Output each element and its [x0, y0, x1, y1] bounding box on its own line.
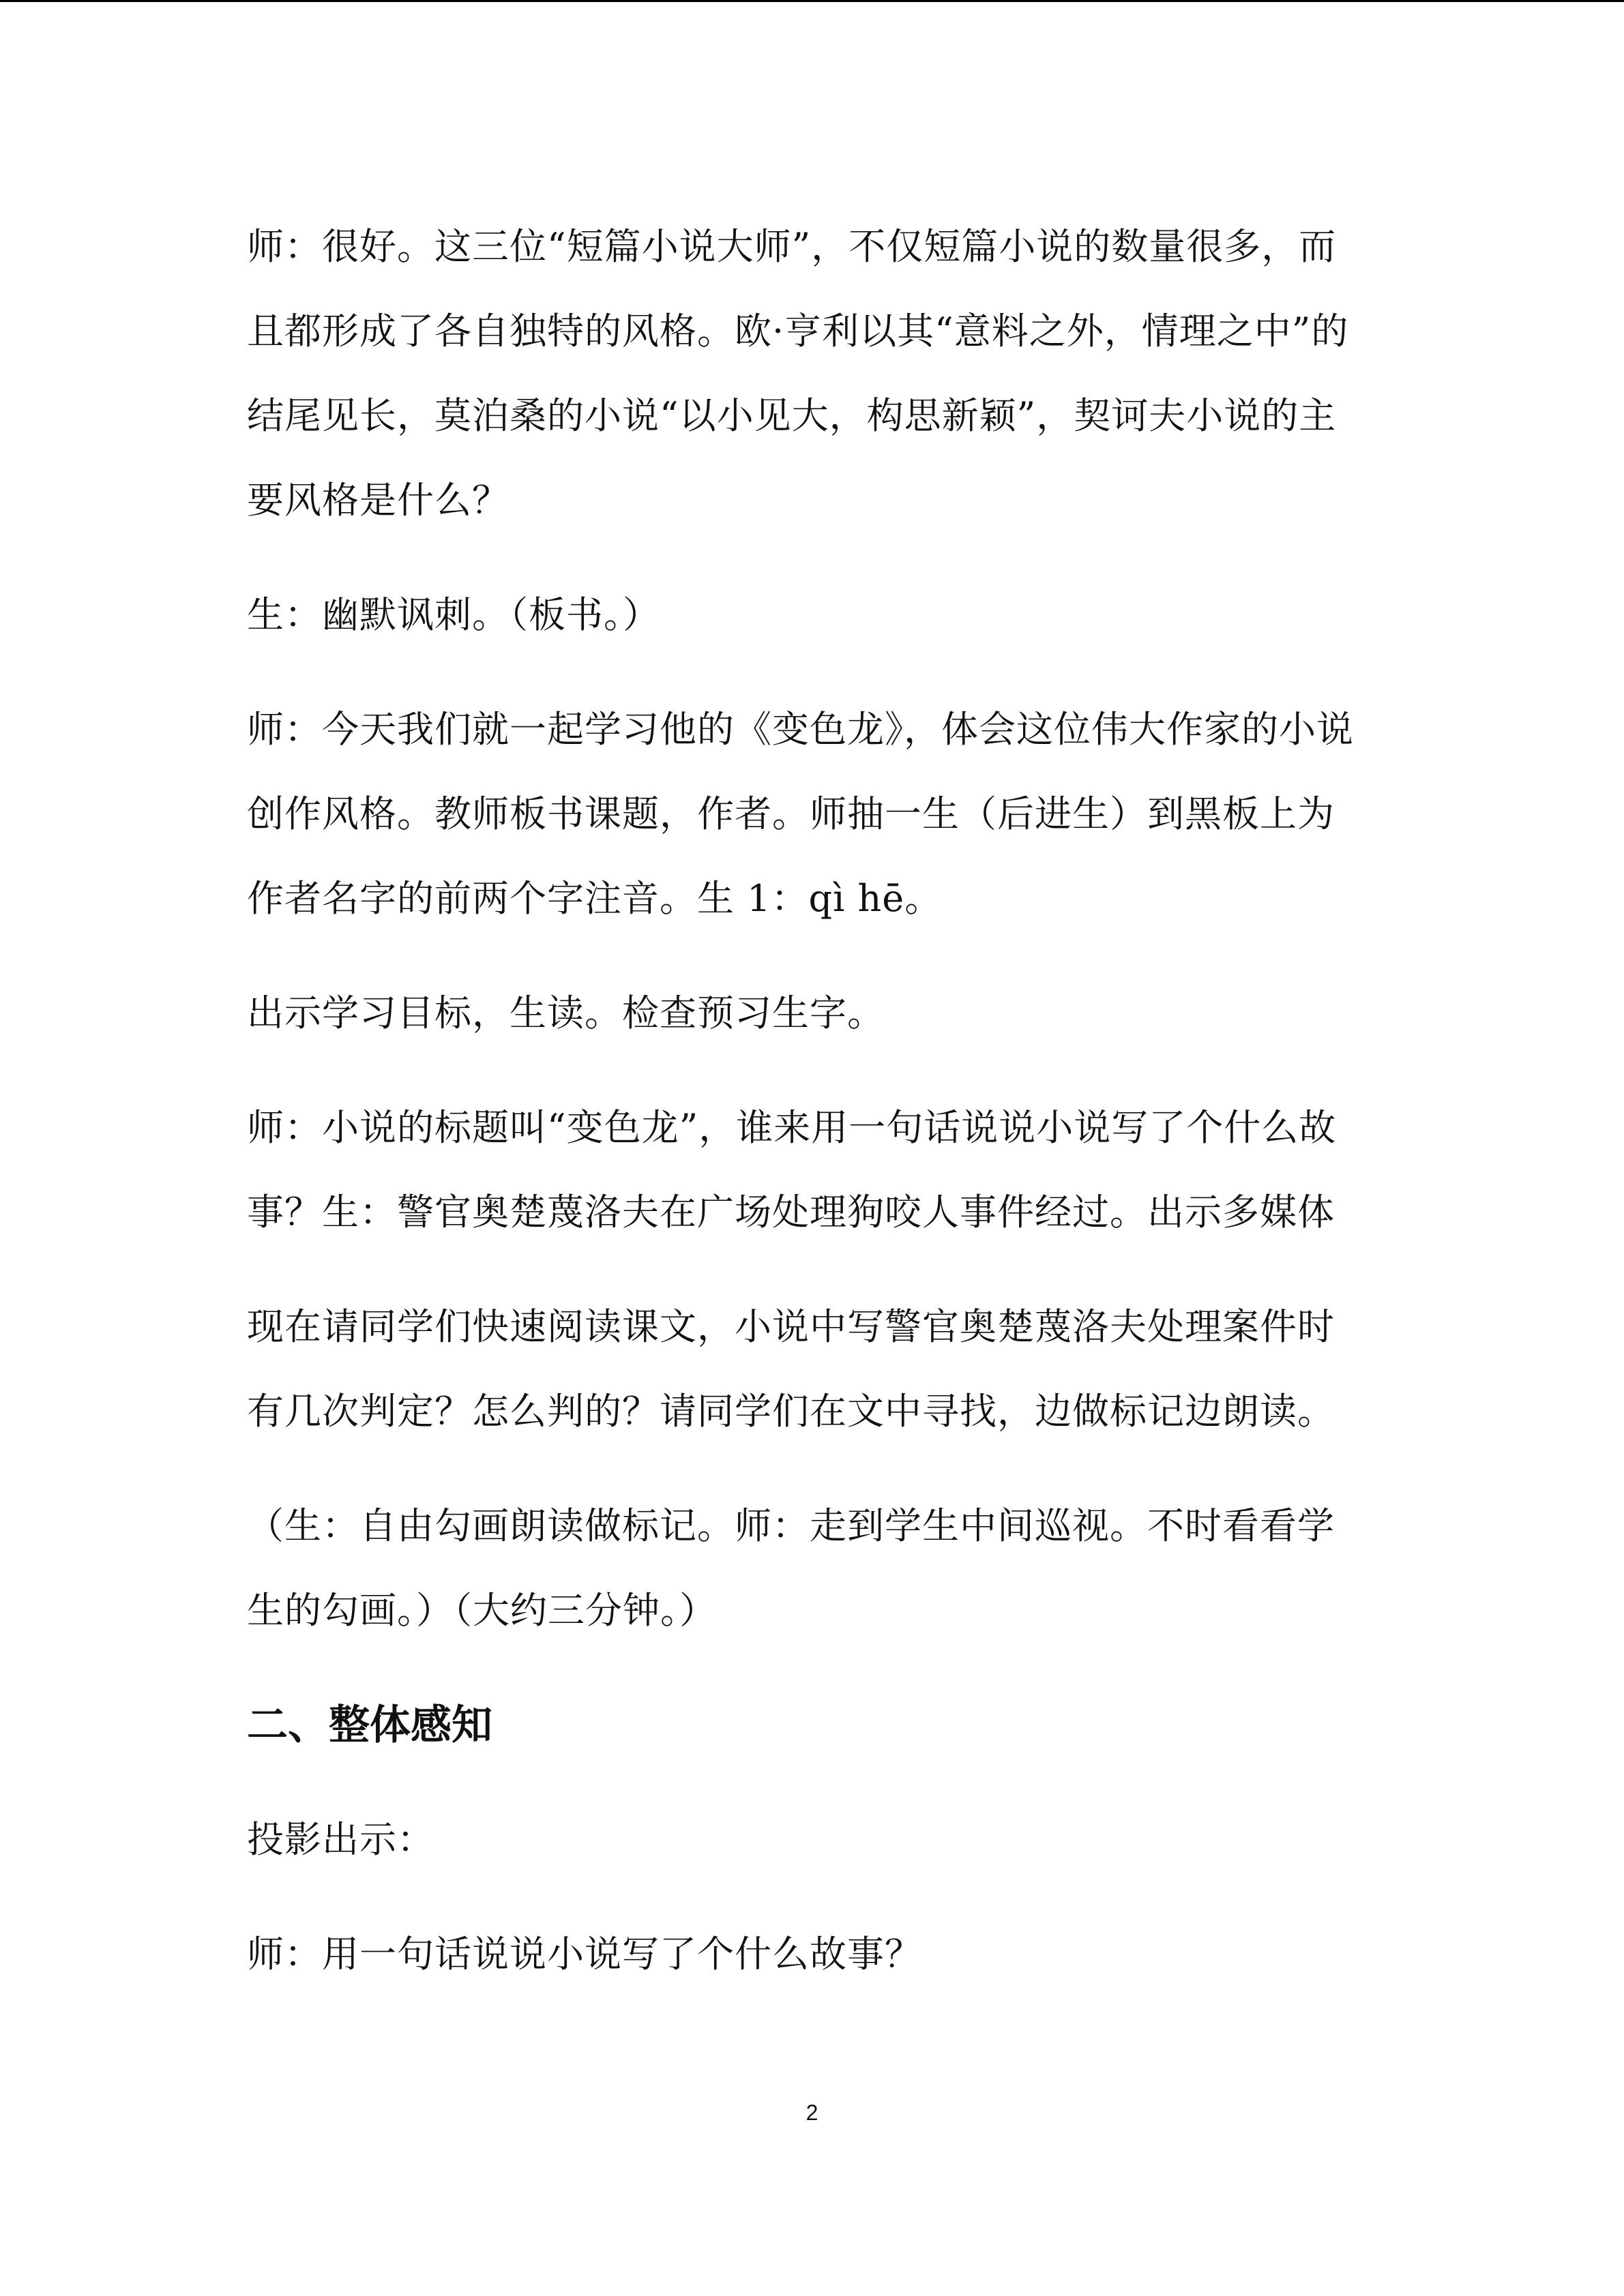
paragraph-short-story-masters: 师：很好。这三位“短篇小说大师”，不仅短篇小说的数量很多，而且都形成了各自独特的风格。欧·亨利以其“意料之外，情理之中”的结尾见长，莫泊桑的小说“以小见大，构思新颖”，契诃夫小说的主要风格是什么？: [247, 225, 1349, 522]
page-number: 2: [806, 2100, 818, 2125]
top-border-line: [0, 0, 1624, 2]
paragraph-learning-goals: 出示学习目标，生读。检查预习生字。: [247, 992, 885, 1034]
paragraph-classroom-activity: （生：自由勾画朗读做标记。师：走到学生中间巡视。不时看看学生的勾画。）（大约三分钟。）: [247, 1504, 1335, 1632]
section-heading: 二、整体感知: [247, 1701, 492, 1749]
paragraph-student-answer: 生：幽默讽刺。（板书。）: [247, 593, 660, 636]
paragraph-lesson-intro: 师：今天我们就一起学习他的《变色龙》，体会这位伟大作家的小说创作风格。教师板书课题，作者。师抽一生（后进生）到黑板上为作者名字的前两个字注音。生 1：qì hē。: [247, 708, 1354, 920]
paragraph-title-question: 师：小说的标题叫“变色龙”，谁来用一句话说说小说写了个什么故事？生：警官奥楚蔑洛夫在广场处理狗咬人事件经过。出示多媒体: [247, 1106, 1337, 1234]
document-page: [247, 205, 1365, 1997]
paragraph-story-question: 师：用一句话说说小说写了个什么故事？: [247, 1933, 922, 1976]
paragraph-projection: 投影出示：: [247, 1818, 434, 1861]
paragraph-reading-task: 现在请同学们快速阅读课文，小说中写警官奥楚蔑洛夫处理案件时有几次判定？怎么判的？请同学们在文中寻找，边做标记边朗读。: [247, 1305, 1335, 1433]
